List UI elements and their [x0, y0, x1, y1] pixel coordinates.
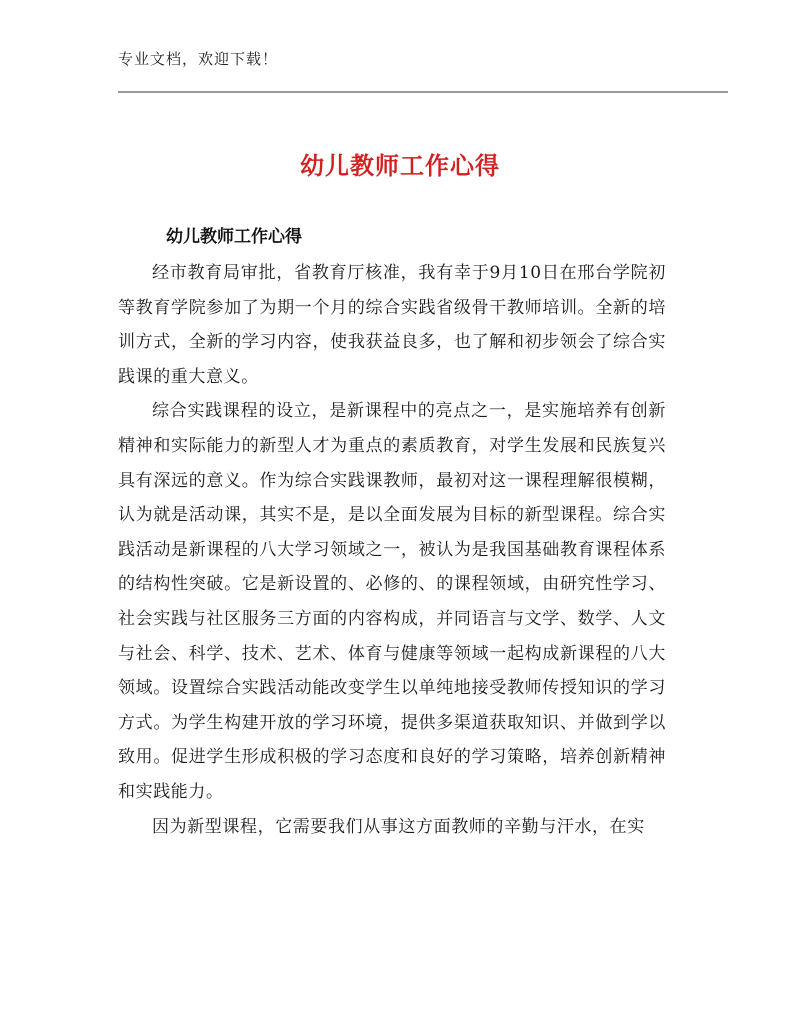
- document-body: [118, 256, 666, 844]
- header-divider: [118, 91, 728, 93]
- document-title: 幼儿教师工作心得: [300, 152, 500, 180]
- page-header-text: 专业文档，欢迎下载！: [118, 50, 279, 68]
- paragraph-3: 因为新型课程，它需要我们从事这方面教师的辛勤与汗水，在实: [152, 816, 645, 837]
- paragraph-1: 经市教育局审批，省教育厅核准，我有幸于9月10日在邢台学院初等教育学院参加了为期一个月的综合实践省级骨干教师培训。全新的培训方式，全新的学习内容，使我获益良多，也了解和初步领会了综合实践课的重大意义。: [118, 263, 666, 387]
- document-subtitle: 幼儿教师工作心得: [166, 227, 302, 247]
- paragraph-2: 综合实践课程的设立，是新课程中的亮点之一，是实施培养有创新精神和实际能力的新型人才为重点的素质教育，对学生发展和民族复兴具有深远的意义。作为综合实践课教师，最初对这一课程理解很模糊，认为就是活动课，其实不是，是以全面发展为目标的新型课程。综合实践活动是新课程的八大学习领域之一，被认为是我国基础教育课程体系的结构性突破。它是新设置的、必修的、的课程领域，由研究性学习、社会实践与社区服务三方面的内容构成，并同语言与文学、数学、人文与社会、科学、技术、艺术、体育与健康等领域一起构成新课程的八大领域。设置综合实践活动能改变学生以单纯地接受教师传授知识的学习方式。为学生构建开放的学习环境，提供多渠道获取知识、并做到学以致用。促进学生形成积极的学习态度和良好的学习策略，培养创新精神和实践能力。: [118, 401, 666, 802]
